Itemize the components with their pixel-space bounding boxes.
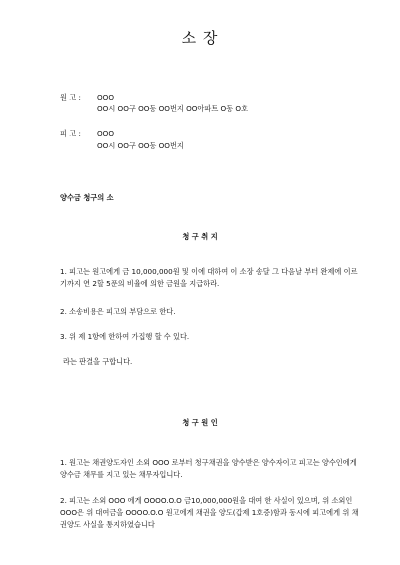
defendant-name: OOO <box>97 129 114 138</box>
claim-cause-heading: 청 구 원 인 <box>182 418 218 427</box>
defendant-address: OO시 OO구 OO동 OO번지 <box>97 141 184 150</box>
case-name: 양수금 청구의 소 <box>60 193 114 202</box>
claim-purpose-item-2: 2. 소송비용은 피고의 부담으로 한다. <box>60 307 176 316</box>
claim-purpose-heading: 청 구 취 지 <box>182 232 218 241</box>
plaintiff-name: OOO <box>97 93 114 102</box>
claim-cause-item-2: 2. 피고는 소외 OOO 에게 OOOO.O.O 금10,000,000원을 대여 한 사실이 있으며, 위 소외인 OOO은 위 대여금을 OOOO.O.O 원고에게 채권을 양도(갑제 1호증)함과 동시에 피고에게 위 채권양도 사실을 통지하였습니다 <box>60 496 359 529</box>
claim-cause-item-1: 1. 원고는 채권양도자인 소외 OOO 로부터 청구채권을 양수받은 양수자이고 피고는 양수인에게 양수금 채무를 지고 있는 채무자입니다. <box>60 458 357 479</box>
defendant-label: 피 고 : <box>60 129 81 138</box>
claim-purpose-item-1: 1. 피고는 원고에게 금 10,000,000원 및 이에 대하여 이 소장 송달 그 다음날 부터 완제에 이르기까지 연 2할 5푼의 비율에 의한 금원을 지급하라. <box>60 267 358 288</box>
claim-purpose-item-3: 3. 위 제 1항에 한하여 가집행 할 수 있다. <box>60 332 190 341</box>
plaintiff-label: 원 고 : <box>60 93 81 102</box>
document-title: 소 장 <box>181 29 219 47</box>
claim-purpose-closing: 라는 판결을 구합니다. <box>63 357 133 366</box>
plaintiff-address: OO시 OO구 OO동 OO번지 OO아파트 O동 O호 <box>97 104 249 113</box>
